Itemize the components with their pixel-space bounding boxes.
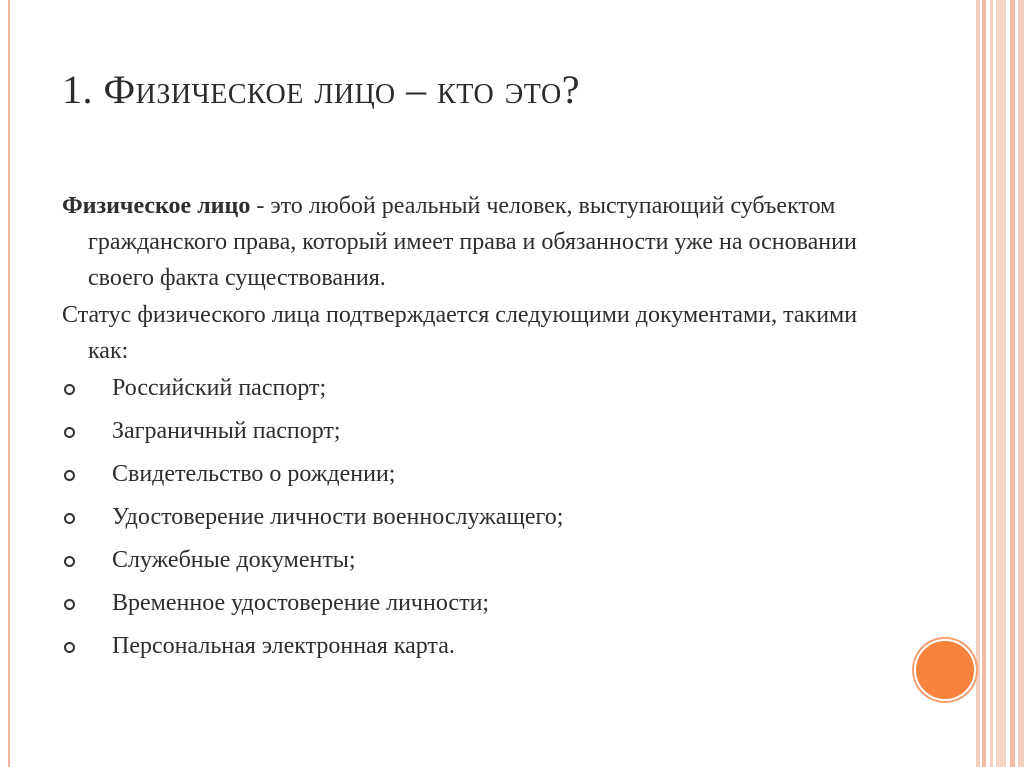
definition-text: - это любой реальный человек, выступающий субъектом гражданского права, который имеет права и обязанности уже на основании своего факта существования. <box>88 193 857 291</box>
bullet-circle-icon <box>64 513 75 524</box>
list-item <box>62 585 563 628</box>
document-label: Российский паспорт; <box>112 375 327 401</box>
bullet-circle-icon <box>64 556 75 567</box>
document-label: Служебные документы; <box>112 547 356 573</box>
slide-title: 1. Физическое лицо – кто это? <box>62 67 580 112</box>
right-decor-stripe <box>1010 0 1015 767</box>
bullet-circle-icon <box>64 642 75 653</box>
right-decor-stripe <box>1018 0 1024 767</box>
bullet-circle-icon <box>64 427 75 438</box>
list-item <box>62 542 563 585</box>
definition-term: Физическое лицо <box>62 193 251 219</box>
right-decor-stripe <box>976 0 980 767</box>
document-label: Заграничный паспорт; <box>112 418 341 444</box>
list-item <box>62 456 563 499</box>
document-label: Персональная электронная карта. <box>112 633 455 659</box>
document-label: Свидетельство о рождении; <box>112 461 396 487</box>
bullet-circle-icon <box>64 384 75 395</box>
orange-circle-icon <box>914 639 976 701</box>
documents-list <box>62 370 563 671</box>
status-intro: Статус физического лица подтверждается следующими документами, такими как: <box>62 302 858 364</box>
status-paragraph <box>62 297 862 369</box>
left-border-line <box>8 0 10 767</box>
list-item <box>62 413 563 456</box>
right-decor-stripe <box>990 0 993 767</box>
list-item <box>62 370 563 413</box>
document-label: Удостоверение личности военнослужащего; <box>112 504 564 530</box>
bullet-circle-icon <box>64 599 75 610</box>
right-decor-stripe <box>996 0 1006 767</box>
right-decor-stripe <box>982 0 986 767</box>
document-label: Временное удостоверение личности; <box>112 590 490 616</box>
list-item <box>62 499 563 542</box>
list-item <box>62 628 563 671</box>
definition-paragraph <box>62 188 862 296</box>
bullet-circle-icon <box>64 470 75 481</box>
